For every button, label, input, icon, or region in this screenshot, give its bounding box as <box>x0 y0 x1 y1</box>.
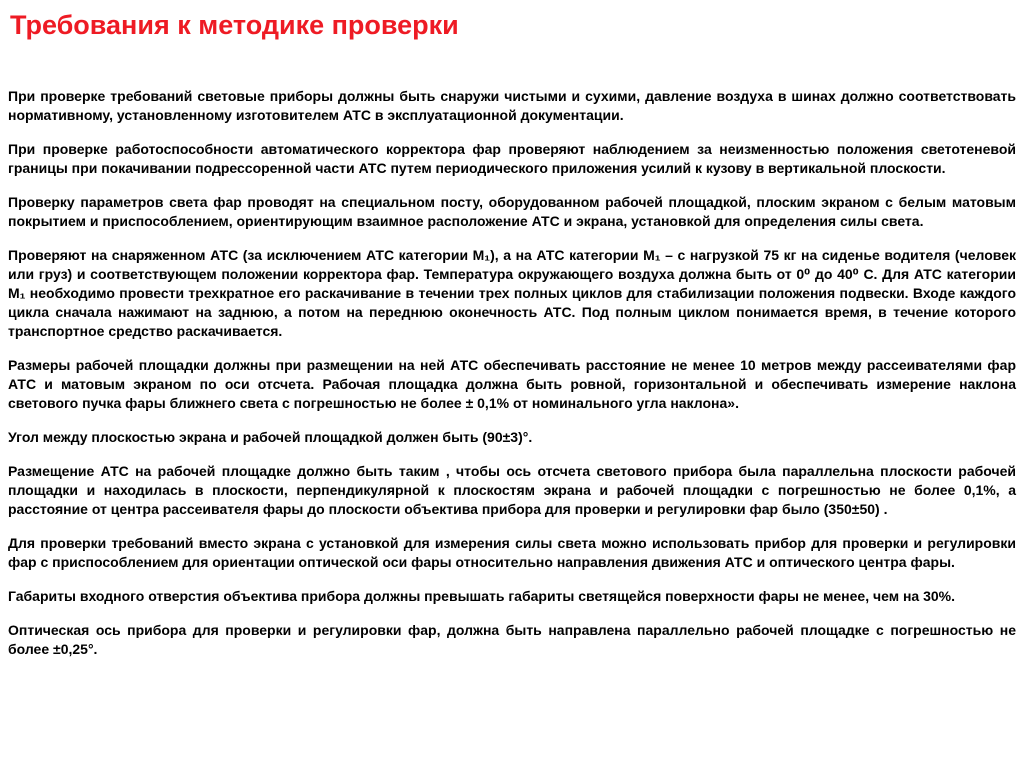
paragraph-optical-axis: Оптическая ось прибора для проверки и регулировки фар, должна быть направлена параллельно рабочей площадке с погрешностью не более ±0,25°. <box>8 622 1016 658</box>
paragraph-screen-angle: Угол между плоскостью экрана и рабочей площадкой должен быть (90±3)°. <box>8 429 533 446</box>
paragraph-special-post: Проверку параметров света фар проводят на специальном посту, оборудованном рабочей площадкой, плоским экраном с белым матовым покрытием и приспособлением, ориентирующим взаимное расположение АТС и экрана, установкой для определения силы света. <box>8 194 1016 230</box>
paragraph-device-instead-of-screen: Для проверки требований вместо экрана с установкой для измерения силы света можно использовать прибор для проверки и регулировки фар с приспособлением для ориентации оптической оси фары относительно направления движения АТС и оптического центра фары. <box>8 535 1016 571</box>
paragraph-tires-clean: При проверке требований световые приборы должны быть снаружи чистыми и сухими, давление воздуха в шинах должно соответствовать нормативному, установленному изготовителем АТС в эксплуатационной документации. <box>8 88 1016 124</box>
paragraph-lens-dimensions: Габариты входного отверстия объектива прибора должны превышать габариты светящейся поверхности фары не менее, чем на 30%. <box>8 588 956 605</box>
paragraph-loaded-vehicle: Проверяют на снаряженном АТС (за исключением АТС категории М₁), а на АТС категории М₁ – с нагрузкой 75 кг на сиденье водителя (человек или груз) и соответствующем положении корректора фар. Температура окружающего воздуха должна быть от 0⁰ до 40⁰ С. Для АТС категории М₁ необходимо провести трехкратное его раскачивание в течении трех полных циклов для стабилизации положения подвески. Входе каждого цикла сначала нажимают на заднюю, а потом на переднюю оконечность АТС. Под полным циклом понимается время, в течение которого транспортное средство раскачивается. <box>8 247 1016 340</box>
paragraph-platform-size: Размеры рабочей площадки должны при размещении на ней АТС обеспечивать расстояние не менее 10 метров между рассеивателями фар АТС и матовым экраном по оси отсчета. Рабочая площадка должна быть ровной, горизонтальной и обеспечивать измерение наклона светового пучка фары ближнего света с погрешностью не более ± 0,1% от номинального угла наклона». <box>8 357 1016 412</box>
paragraph-corrector-check: При проверке работоспособности автоматического корректора фар проверяют наблюдением за неизменностью положения светотеневой границы при покачивании подрессоренной части АТС путем периодического приложения усилий к кузову в вертикальной плоскости. <box>8 141 1016 177</box>
page-title: Требования к методике проверки <box>10 10 459 40</box>
paragraph-vehicle-placement: Размещение АТС на рабочей площадке должно быть таким , чтобы ось отсчета светового прибора была параллельна плоскости рабочей площадки и находилась в плоскости, перпендикулярной к плоскостям экрана и рабочей площадки с погрешностью не более 0,1%, а расстояние от центра рассеивателя фары до плоскости объектива прибора для проверки и регулировки фар было (350±50) . <box>8 463 1016 518</box>
document-body <box>8 87 1016 659</box>
